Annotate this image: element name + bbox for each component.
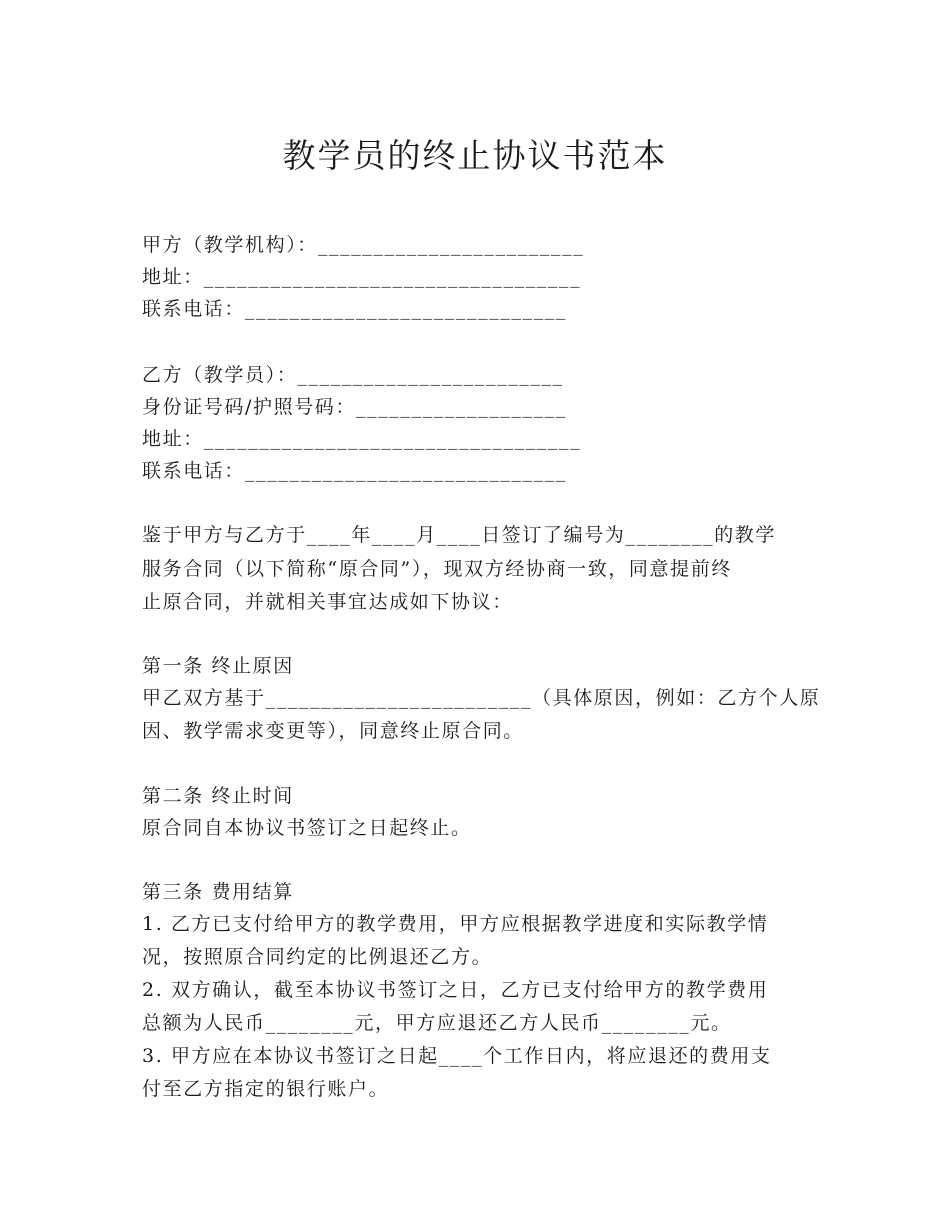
party-a-name-field: 甲方（教学机构）：________________________: [142, 234, 585, 256]
party-b-phone-field: 联系电话：_____________________________: [142, 460, 567, 482]
preamble-line: 鉴于甲方与乙方于____年____月____日签订了编号为________的教学: [142, 524, 777, 546]
article-3-line: 况，按照原合同约定的比例退还乙方。: [142, 946, 493, 968]
article-3-line: 付至乙方指定的银行账户。: [142, 1078, 390, 1100]
article-2-heading: 第二条 终止时间: [142, 785, 294, 807]
article-1-heading: 第一条 终止原因: [142, 655, 294, 677]
article-3-line: 总额为人民币________元，甲方应退还乙方人民币________元。: [142, 1012, 732, 1034]
party-a-phone-field: 联系电话：_____________________________: [142, 298, 567, 320]
article-1-line: 因、教学需求变更等），同意终止原合同。: [142, 720, 524, 742]
document-title: 教学员的终止协议书范本: [282, 136, 668, 175]
party-b-address-field: 地址：__________________________________: [142, 428, 582, 450]
article-3-line: 1. 乙方已支付给甲方的教学费用，甲方应根据教学进度和实际教学情: [142, 913, 769, 935]
party-b-name-field: 乙方（教学员）：________________________: [142, 364, 564, 386]
article-1-line: 甲乙双方基于________________________（具体原因，例如：乙方个人原: [142, 687, 821, 709]
preamble-line: 止原合同，并就相关事宜达成如下协议：: [142, 591, 513, 613]
party-b-id-field: 身份证号码/护照号码：___________________: [142, 396, 567, 418]
preamble-line: 服务合同（以下简称“原合同”），现双方经协商一致，同意提前终: [142, 558, 732, 580]
party-a-address-field: 地址：__________________________________: [142, 266, 582, 288]
article-3-line: 3. 甲方应在本协议书签订之日起____个工作日内，将应退还的费用支: [142, 1045, 772, 1067]
article-2-line: 原合同自本协议书签订之日起终止。: [142, 817, 472, 839]
article-3-line: 2. 双方确认，截至本协议书签订之日，乙方已支付给甲方的教学费用: [142, 979, 769, 1001]
article-3-heading: 第三条 费用结算: [142, 881, 294, 903]
